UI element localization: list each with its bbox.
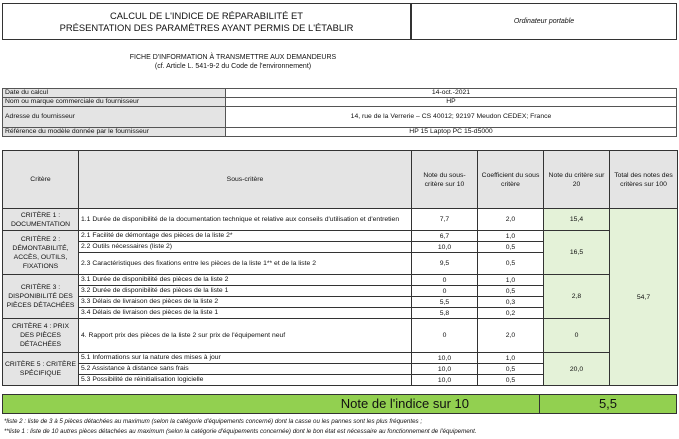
criterion-1-note20: 15,4 [544,209,610,231]
sub-criterion-note: 5,8 [412,308,478,319]
sub-criterion-label: 5.2 Assistance à distance sans frais [79,364,412,375]
sub-criterion-note: 10,0 [412,353,478,364]
criterion-2-name: CRITÈRE 2 : DÉMONTABILITÉ, ACCÈS, OUTILS, FIXATIONS [3,231,79,275]
sub-criterion-label: 3.4 Délais de livraison des pièces de la liste 1 [79,308,412,319]
sub-criterion-note: 10,0 [412,364,478,375]
sub-criterion-coef: 1,0 [478,231,544,242]
info-row-brand [3,98,677,107]
info-row-address [3,107,677,128]
criterion-3-note20: 2,8 [544,275,610,319]
sub-criterion-coef: 0,3 [478,297,544,308]
sub-criterion-coef: 0,5 [478,364,544,375]
info-value: 14-oct.-2021 [226,89,677,98]
criterion-5-name: CRITÈRE 5 : CRITÈRE SPÉCIFIQUE [3,353,79,386]
index-score-bar [2,394,677,414]
repairability-score-table [2,150,678,386]
info-label: Référence du modèle donnée par le fournisseur [3,128,226,137]
criterion-3-name: CRITÈRE 3 : DISPONIBILITÉ DES PIÈCES DÉTACHÉES [3,275,79,319]
table-row [3,319,678,353]
sub-criterion-note: 5,5 [412,297,478,308]
sub-criterion-label: 3.3 Délais de livraison des pièces de la liste 2 [79,297,412,308]
info-value: HP 15 Laptop PC 15-d5000 [226,128,677,137]
footnotes [4,417,677,437]
sub-criterion-note: 9,5 [412,253,478,275]
product-type: Ordinateur portable [411,3,677,40]
sub-criterion-note: 6,7 [412,231,478,242]
index-score-label: Note de l'indice sur 10 [3,395,540,413]
table-row [3,209,678,231]
header-note-sous-critere: Note du sous-critère sur 10 [412,151,478,209]
criterion-4-note20: 0 [544,319,610,353]
total-score: 54,7 [610,209,678,386]
sub-criterion-label: 5.3 Possibilité de réinitialisation logicielle [79,375,412,386]
sub-criterion-note: 0 [412,286,478,297]
info-row-date [3,89,677,98]
sub-criterion-coef: 1,0 [478,275,544,286]
sub-criterion-note: 0 [412,275,478,286]
sub-criterion-coef: 1,0 [478,353,544,364]
sub-criterion-coef: 2,0 [478,209,544,231]
index-title-line2: PRÉSENTATION DES PARAMÈTRES AYANT PERMIS DE L'ÉTABLIR [59,21,354,33]
header-note-critere: Note du critère sur 20 [544,151,610,209]
sub-criterion-label: 3.1 Durée de disponibilité des pièces de la liste 2 [79,275,412,286]
criterion-4-name: CRITÈRE 4 : PRIX DES PIÈCES DÉTACHÉES [3,319,79,353]
footnote-list-1: **liste 1 : liste de 10 autres pièces détachées au maximum (selon la catégorie d'équipements concernée) dont le bon état est nécessaire au fonctionnement de l'équipement. [4,428,477,435]
sub-criterion-coef: 0,2 [478,308,544,319]
sub-criterion-label: 2.3 Caractéristiques des fixations entre les pièces de la liste 1** et de la liste 2 [79,253,412,275]
sub-criterion-coef: 0,5 [478,253,544,275]
sub-criterion-label: 1.1 Durée de disponibilité de la documentation technique et relative aux conseils d'utilisation et d'entretien [79,209,412,231]
header-total: Total des notes des critères sur 100 [610,151,678,209]
info-label: Adresse du fournisseur [3,107,226,128]
sub-criterion-label: 2.1 Facilité de démontage des pièces de la liste 2* [79,231,412,242]
header-critere: Critère [3,151,79,209]
index-score-value: 5,5 [598,396,618,411]
header-coefficient: Coefficient du sous critère [478,151,544,209]
criterion-1-name: CRITÈRE 1 : DOCUMENTATION [3,209,79,231]
header-sous-critere: Sous-critère [79,151,412,209]
info-value: HP [226,98,677,107]
fiche-line2: (cf. Article L. 541-9-2 du Code de l'environnement) [154,63,312,70]
table-row [3,231,678,242]
criterion-2-note20: 16,5 [544,231,610,275]
table-row [3,275,678,286]
index-title-line1: CALCUL DE L'INDICE DE RÉPARABILITÉ ET [110,9,303,21]
info-row-model [3,128,677,137]
criterion-5-note20: 20,0 [544,353,610,386]
sub-criterion-label: 3.2 Durée de disponibilité des pièces de la liste 1 [79,286,412,297]
info-value: 14, rue de la Verrerie – CS 40012; 92197 Meudon CEDEX; France [226,107,677,128]
table-row [3,353,678,364]
sub-criterion-note: 0 [412,319,478,353]
sub-criterion-label: 5.1 Informations sur la nature des mises à jour [79,353,412,364]
supplier-info-table [2,88,677,137]
index-title [2,3,411,40]
sub-criterion-note: 10,0 [412,242,478,253]
table-header-row [3,151,678,209]
info-label: Date du calcul [3,89,226,98]
sub-criterion-note: 7,7 [412,209,478,231]
sub-criterion-label: 2.2 Outils nécessaires (liste 2) [79,242,412,253]
sub-criterion-coef: 2,0 [478,319,544,353]
fiche-line1: FICHE D'INFORMATION À TRANSMETTRE AUX DEMANDEURS [129,54,337,61]
sub-criterion-coef: 0,5 [478,242,544,253]
sub-criterion-coef: 0,5 [478,375,544,386]
sub-criterion-coef: 0,5 [478,286,544,297]
sub-criterion-note: 10,0 [412,375,478,386]
sub-criterion-label: 4. Rapport prix des pièces de la liste 2 sur prix de l'équipement neuf [79,319,412,353]
footnote-list-2: *liste 2 : liste de 3 à 5 pièces détachées au maximum (selon la catégorie d'équipements concerné) dont la casse ou les pannes sont les plus fréquentes ; [4,418,423,425]
info-label: Nom ou marque commerciale du fournisseur [3,98,226,107]
fiche-heading [0,53,466,71]
